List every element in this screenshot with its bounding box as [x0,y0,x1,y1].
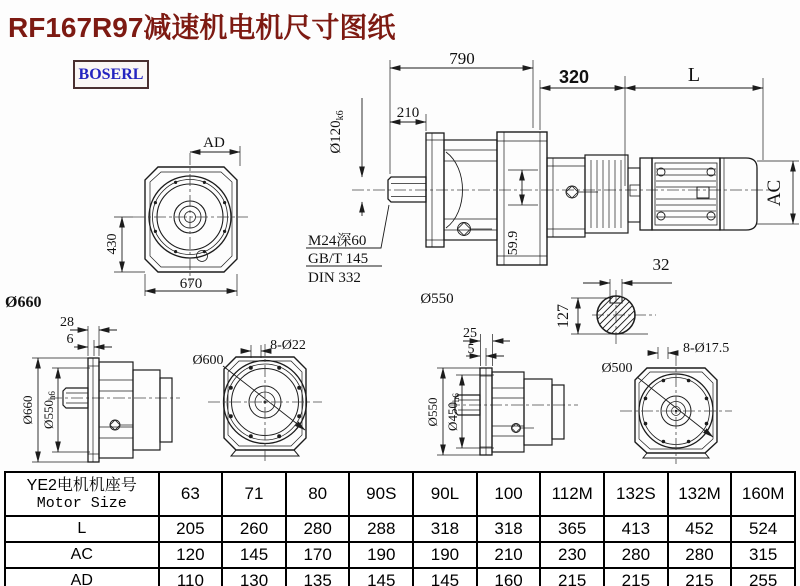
dim-bolt-holes-17-5: 8-Ø17.5 [683,341,730,356]
col-header: 90S [349,472,413,516]
table-cell: 190 [413,542,477,568]
dim-127: 127 [555,304,572,328]
table-row-L [5,516,795,542]
table-cell: 190 [349,542,413,568]
table-cell: 280 [286,516,350,542]
dim-6: 6 [66,332,74,347]
dim-phi660: Ø660 [20,395,35,425]
table-cell: 318 [413,516,477,542]
table-cell: 120 [159,542,223,568]
flange-front-view-500 [601,341,732,464]
thread-note-2: GB/T 145 [308,251,369,267]
table-cell: 230 [540,542,604,568]
label-phi660: Ø660 [5,294,42,311]
dim-320: 320 [558,67,590,87]
table-cell: 280 [604,542,668,568]
table-cell: 170 [286,542,350,568]
thread-note-3: DIN 332 [308,270,361,286]
motor-size-header-cell [5,472,159,516]
shaft-cross-section [555,255,672,344]
dim-AC: AC [764,179,785,207]
dim-phi550h6: Ø550h6 [41,391,57,429]
main-view-dimensions [306,49,799,307]
table-cell: 145 [349,568,413,586]
table-cell: 160 [477,568,541,586]
row-label: L [5,516,159,542]
dim-phi550: Ø550 [425,397,440,427]
table-cell: 130 [222,568,286,586]
row-label: AD [5,568,159,586]
table-cell: 205 [159,516,223,542]
col-header: 100 [477,472,541,516]
dim-5: 5 [467,342,475,357]
dim-790: 790 [449,49,475,68]
dim-59-9: 59.9 [506,230,521,256]
table-cell: 315 [731,542,795,568]
flange-side-view-550 [425,326,578,455]
front-view-drawing [105,135,248,296]
main-side-view-drawing [352,132,775,265]
dim-670: 670 [179,276,203,292]
table-cell: 145 [413,568,477,586]
thread-note-1: M24深60 [308,233,367,249]
col-header: 132S [604,472,668,516]
dim-AD: AD [203,135,225,151]
header-cn: YE2电机机座号 [26,476,137,494]
table-header-row [5,472,795,516]
page-title: RF167R97减速机电机尺寸图纸 [8,12,396,43]
col-header: 63 [159,472,223,516]
table-cell: 110 [159,568,223,586]
flange-front-view-600 [192,338,322,463]
col-header: 132M [668,472,732,516]
col-header: 160M [731,472,795,516]
table-cell: 135 [286,568,350,586]
table-cell: 413 [604,516,668,542]
table-cell: 288 [349,516,413,542]
table-row-AD [5,568,795,586]
brand-logo-text: BOSERL [78,65,144,83]
table-cell: 255 [731,568,795,586]
label-phi550-main: Ø550 [420,291,454,307]
dim-430: 430 [105,233,120,255]
col-header: 71 [222,472,286,516]
table-cell: 365 [540,516,604,542]
dim-32: 32 [652,255,670,274]
dim-phi500: Ø500 [601,361,633,376]
dim-210: 210 [396,105,420,121]
dim-phi600: Ø600 [192,353,224,368]
dim-phi450h6: Ø450h6 [445,393,461,431]
table-cell: 215 [604,568,668,586]
dim-28: 28 [60,315,74,330]
table-cell: 210 [477,542,541,568]
col-header: 112M [540,472,604,516]
dim-shaft-diameter: $Ø120_{k6}$ [328,110,346,154]
table-cell: 452 [668,516,732,542]
table-cell: 318 [477,516,541,542]
table-cell: 215 [668,568,732,586]
table-cell: 524 [731,516,795,542]
table-cell: 145 [222,542,286,568]
table-row-AC [5,542,795,568]
dim-bolt-holes-22: 8-Ø22 [270,338,306,353]
row-label: AC [5,542,159,568]
table-cell: 280 [668,542,732,568]
col-header: 90L [413,472,477,516]
dim-25: 25 [463,326,477,341]
header-en: Motor Size [36,494,127,512]
motor-size-table [4,471,796,586]
table-cell: 215 [540,568,604,586]
dim-L: L [687,64,701,86]
table-cell: 260 [222,516,286,542]
col-header: 80 [286,472,350,516]
flange-side-view-660 [5,294,180,462]
